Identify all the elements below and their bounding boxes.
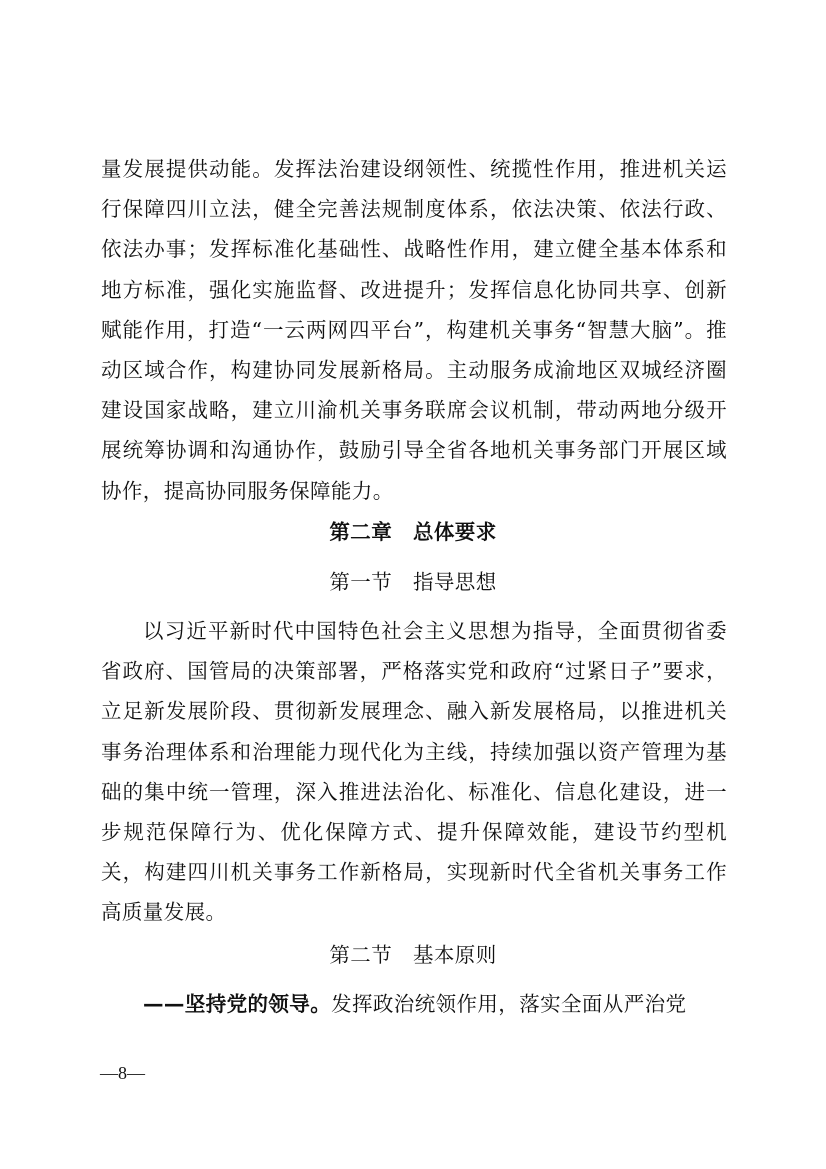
continued-paragraph-block bbox=[101, 149, 727, 511]
continued-paragraph: 量发展提供动能。发挥法治建设纲领性、统揽性作用，推进机关运行保障四川立法，健全完善法规制度体系，依法决策、依法行政、依法办事；发挥标准化基础性、战略性作用，建立健全基本体系和地方标准，强化实施监督、改进提升；发挥信息化协同共享、创新赋能作用，打造“一云两网四平台”，构建机关事务“智慧大脑”。推动区域合作，构建协同发展新格局。主动服务成渝地区双城经济圈建设国家战略，建立川渝机关事务联席会议机制，带动两地分级开展统筹协调和沟通协作，鼓励引导全省各地机关事务部门开展区域协作，提高协同服务保障能力。 bbox=[101, 157, 727, 503]
section-heading-basic-principles: 第二节 基本原则 bbox=[329, 943, 497, 967]
principle-text: 发挥政治统领作用，落实全面从严治党 bbox=[331, 992, 687, 1016]
guiding-paragraph-block bbox=[101, 611, 727, 933]
page-number: —8— bbox=[100, 1063, 145, 1083]
chapter-heading: 第二章 总体要求 bbox=[329, 520, 497, 544]
guiding-paragraph: 以习近平新时代中国特色社会主义思想为指导，全面贯彻省委省政府、国管局的决策部署，严格落实党和政府“过紧日子”要求，立足新发展阶段、贯彻新发展理念、融入新发展格局，以推进机关事务治理体系和治理能力现代化为主线，持续加强以资产管理为基础的集中统一管理，深入推进法治化、标准化、信息化建设，进一步规范保障行为、优化保障方式、提升保障效能，建设节约型机关，构建四川机关事务工作新格局，实现新时代全省机关事务工作高质量发展。 bbox=[101, 619, 727, 925]
principle-title: ——坚持党的领导。 bbox=[143, 992, 332, 1016]
section-heading-guiding-ideology: 第一节 指导思想 bbox=[329, 570, 497, 594]
principle-paragraph-block bbox=[101, 984, 727, 1024]
principle-paragraph bbox=[101, 984, 727, 1024]
